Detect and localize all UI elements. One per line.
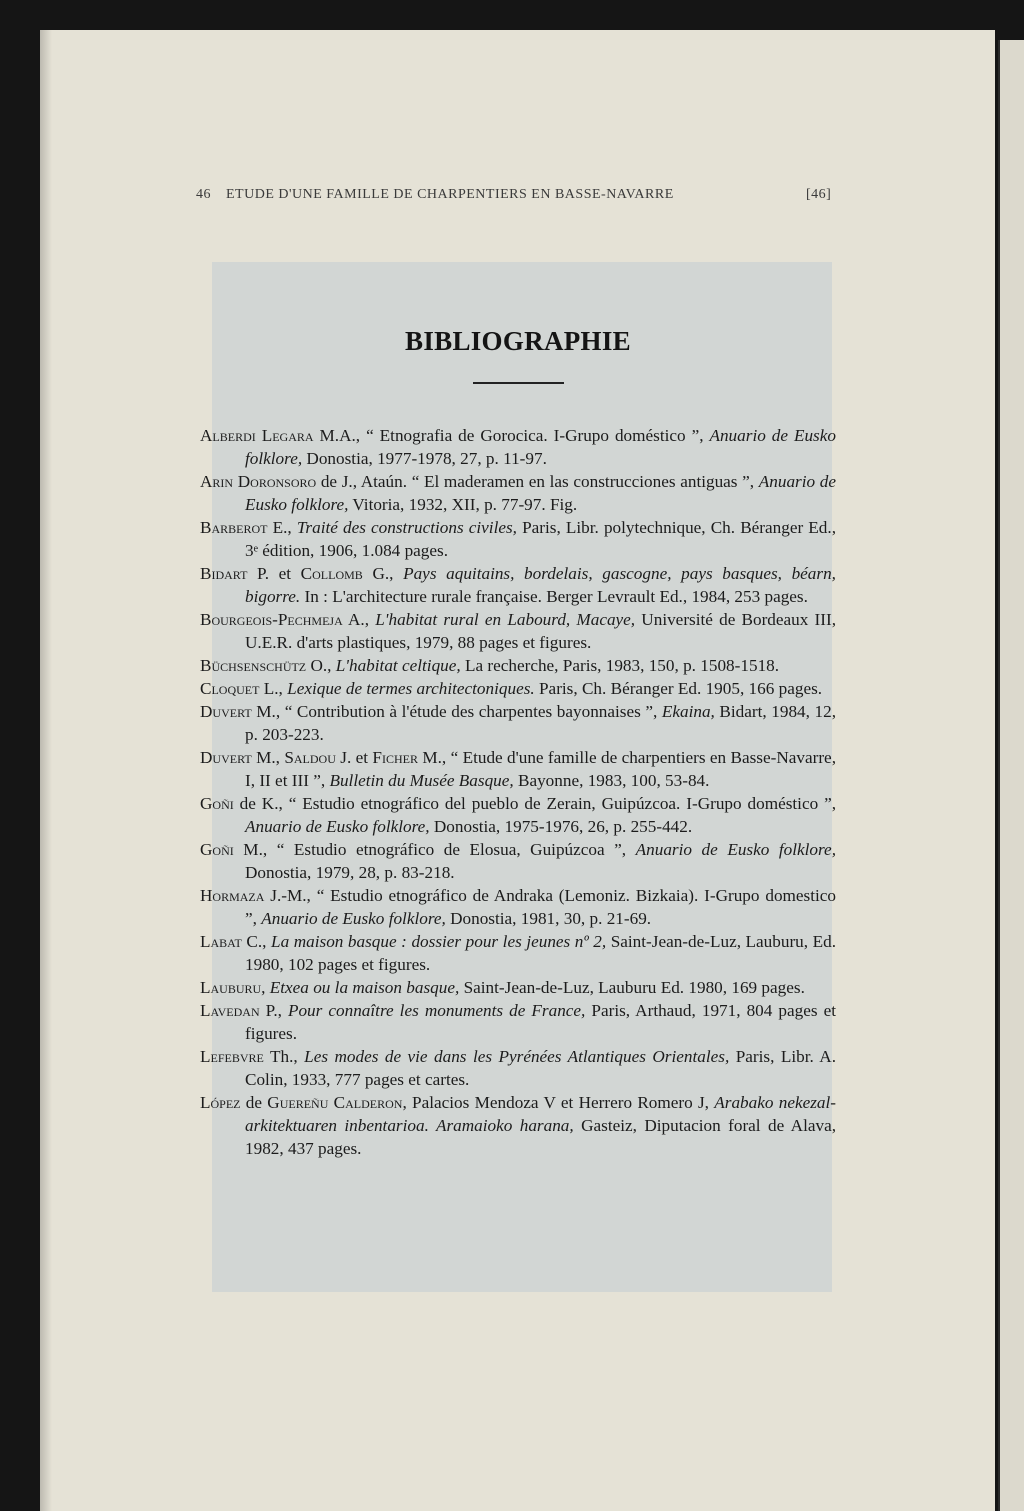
work-title: La maison basque : dossier pour les jeunes nº 2,: [271, 932, 607, 951]
page-number: 46: [196, 187, 211, 202]
citation-text: , Palacios Mendoza V et Herrero Romero J,: [402, 1093, 715, 1112]
citation-text: Donostia, 1979, 28, p. 83-218.: [245, 863, 455, 882]
author-name: Büchsenschütz: [200, 656, 307, 675]
author-name: Duvert: [200, 748, 252, 767]
adjacent-page-edge: [998, 40, 1024, 1511]
citation-text: Paris, Arthaud, 1971, 804 pages et figures.: [245, 1001, 836, 1043]
author-name: Ficher: [372, 748, 418, 767]
citation-text: J.-M., “ Estudio etnográfico de Andraka (Lemoniz. Bizkaia). I-Grupo domestico ”,: [245, 886, 836, 928]
bibliography-entry: [200, 562, 836, 608]
bibliography-entry: [200, 930, 836, 976]
work-title: Anuario de Eusko folklore,: [245, 472, 836, 514]
page-reference: [46]: [806, 187, 832, 202]
work-title: Etxea ou la maison basque,: [269, 978, 460, 997]
bibliography-entry: [200, 976, 836, 999]
bibliography-entry: [200, 424, 836, 470]
citation-text: J. et: [335, 748, 373, 767]
work-title: Anuario de Eusko folklore,: [245, 426, 836, 468]
bibliography-entry: [200, 1045, 836, 1091]
work-title: Bulletin du Musée Basque,: [329, 771, 514, 790]
citation-text: E.,: [267, 518, 297, 537]
citation-text: ,: [261, 978, 270, 997]
author-name: Cloquet: [200, 679, 260, 698]
bibliography-entry: [200, 608, 836, 654]
bibliography-entry: [200, 470, 836, 516]
citation-text: G.,: [362, 564, 404, 583]
author-name: Lefebvre: [200, 1047, 264, 1066]
author-name: Lauburu: [200, 978, 262, 997]
citation-text: M., “ Etude d'une famille de charpentiers en Basse-Navarre, I, II et III ”,: [245, 748, 836, 790]
bibliography-entry: [200, 838, 836, 884]
citation-text: de J., Ataún. “ El maderamen en las construcciones antiguas ”,: [316, 472, 759, 491]
citation-text: C.,: [241, 932, 272, 951]
work-title: Les modes de vie dans les Pyrénées Atlantiques Orientales,: [304, 1047, 730, 1066]
author-name: Hormaza: [200, 886, 265, 905]
citation-text: La recherche, Paris, 1983, 150, p. 1508-1518.: [460, 656, 780, 675]
author-name: Goñi: [200, 840, 234, 859]
bibliography-entry: [200, 516, 836, 562]
work-title: Anuario de Eusko folklore,: [261, 909, 446, 928]
citation-text: Gasteiz, Diputacion foral de Alava, 1982, 437 pages.: [245, 1116, 836, 1158]
author-name: López: [200, 1093, 241, 1112]
bibliography-entry: [200, 884, 836, 930]
page-binding-edge: [40, 30, 52, 1511]
author-name: Arin Doronsoro: [200, 472, 317, 491]
citation-text: L.,: [259, 679, 288, 698]
citation-text: Paris, Libr. A. Colin, 1933, 777 pages et cartes.: [245, 1047, 836, 1089]
citation-text: Bidart, 1984, 12, p. 203-223.: [245, 702, 837, 744]
citation-text: In : L'architecture rurale française. Berger Levrault Ed., 1984, 253 pages.: [300, 587, 808, 606]
citation-text: Paris, Libr. polytechnique, Ch. Béranger Ed., 3ᵉ édition, 1906, 1.084 pages.: [245, 518, 836, 560]
work-title: Lexique de termes architectoniques.: [287, 679, 535, 698]
citation-text: M.,: [251, 748, 285, 767]
work-title: L'habitat celtique,: [335, 656, 461, 675]
citation-text: Université de Bordeaux III, U.E.R. d'arts plastiques, 1979, 88 pages et figures.: [245, 610, 837, 652]
citation-text: M., “ Estudio etnográfico de Elosua, Guipúzcoa ”,: [233, 840, 636, 859]
citation-text: M., “ Contribution à l'étude des charpentes bayonnaises ”,: [251, 702, 662, 721]
citation-text: M.A., “ Etnografia de Gorocica. I-Grupo doméstico ”,: [313, 426, 710, 445]
author-name: Bourgeois-Pechmeja: [200, 610, 343, 629]
author-name: Saldou: [284, 748, 336, 767]
bibliography-entry: [200, 999, 836, 1045]
author-name: Labat: [200, 932, 242, 951]
citation-text: Vitoria, 1932, XII, p. 77-97. Fig.: [348, 495, 578, 514]
section-title: BIBLIOGRAPHIE: [405, 326, 631, 356]
bibliography-entry: [200, 746, 836, 792]
citation-text: O.,: [306, 656, 336, 675]
citation-text: de: [240, 1093, 268, 1112]
citation-text: Donostia, 1977-1978, 27, p. 11-97.: [302, 449, 547, 468]
work-title: Anuario de Eusko folklore,: [635, 840, 836, 859]
citation-text: A.,: [342, 610, 376, 629]
citation-text: Th.,: [263, 1047, 305, 1066]
author-name: Lavedan: [200, 1001, 260, 1020]
citation-text: Donostia, 1981, 30, p. 21-69.: [445, 909, 652, 928]
citation-text: Donostia, 1975-1976, 26, p. 255-442.: [429, 817, 693, 836]
author-name: Barberot: [200, 518, 268, 537]
bibliography-entry: [200, 700, 836, 746]
work-title: Arabako nekezal-arkitektuaren inbentarioa. Aramaioko harana,: [245, 1093, 836, 1135]
citation-text: de K., “ Estudio etnográfico del pueblo de Zerain, Guipúzcoa. I-Grupo doméstico ”,: [233, 794, 836, 813]
bibliography-entry: [200, 1091, 836, 1160]
running-title: ETUDE D'UNE FAMILLE DE CHARPENTIERS EN BASSE-NAVARRE: [226, 187, 674, 202]
author-name: Collomb: [300, 564, 363, 583]
citation-text: Saint-Jean-de-Luz, Lauburu Ed. 1980, 169 pages.: [459, 978, 805, 997]
bibliography-entry: [200, 677, 836, 700]
work-title: L'habitat rural en Labourd, Macaye,: [375, 610, 636, 629]
work-title: Ekaina,: [661, 702, 715, 721]
work-title: Anuario de Eusko folklore,: [245, 817, 430, 836]
citation-text: Saint-Jean-de-Luz, Lauburu, Ed. 1980, 102 pages et figures.: [245, 932, 837, 974]
citation-text: P.,: [259, 1001, 288, 1020]
work-title: Traité des constructions civiles,: [296, 518, 517, 537]
bibliography-list: [200, 424, 836, 1160]
citation-text: P. et: [247, 564, 301, 583]
author-name: Alberdi Legara: [200, 426, 314, 445]
author-name: Goñi: [200, 794, 234, 813]
citation-text: Paris, Ch. Béranger Ed. 1905, 166 pages.: [534, 679, 823, 698]
author-name: Duvert: [200, 702, 252, 721]
work-title: Pour connaître les monuments de France,: [287, 1001, 586, 1020]
bibliography-entry: [200, 792, 836, 838]
bibliography-entry: [200, 654, 836, 677]
title-divider: [473, 382, 564, 384]
author-name: Bidart: [200, 564, 248, 583]
author-name: Guereñu Calderon: [267, 1093, 403, 1112]
citation-text: Bayonne, 1983, 100, 53-84.: [513, 771, 710, 790]
work-title: Pays aquitains, bordelais, gascogne, pays basques, béarn, bigorre.: [245, 564, 836, 606]
